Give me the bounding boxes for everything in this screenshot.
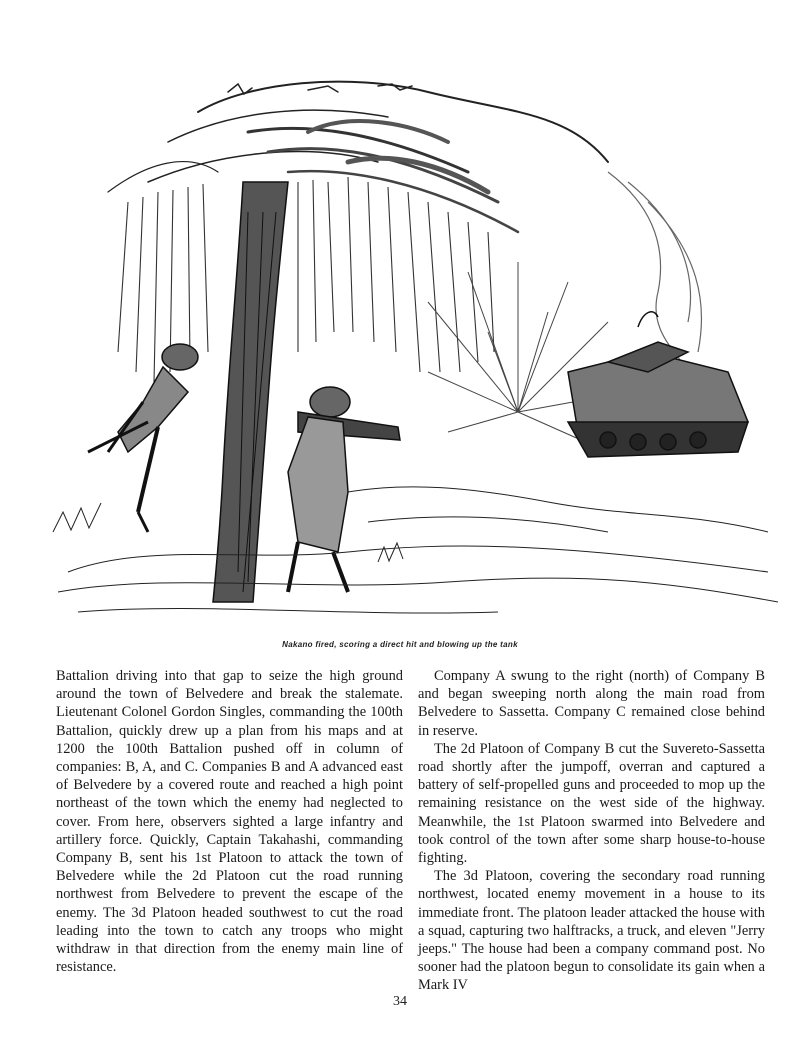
battle-scene-illustration [48,72,788,632]
text-column-right [418,667,765,995]
paragraph: The 3d Platoon, covering the secondary road running northwest, located enemy movement in a house to its immediate front. The platoon leader attacked the house with a squad, capturing two halftracks, a truck, and eleven "Jerry jeeps." The house had been a company command post. No sooner had the platoon begun to consolidate its gain when a Mark IV [418,868,765,994]
figure-caption: Nakano fired, scoring a direct hit and blowing up the tank [282,640,518,649]
paragraph: Battalion driving into that gap to seize the high ground around the town of Belvedere and break the stalemate. Lieutenant Colonel Gordon Singles, commanding the 100th Battalion, quickly drew up a plan from his maps and at 1200 the 100th Battalion pushed off in column of companies: B, A, and C. Companies B and A advanced east of Belvedere by a covered route and reached a high point northeast of the town which the enemy had neglected to cover. From here, observers sighted a large infantry and artillery force. Quickly, Captain Takahashi, commanding Company B, sent his 1st Platoon to attack the town of Belvedere while the 2d Platoon cut the road running northwest from Belvedere to prevent the escape of the enemy. The 3d Platoon headed southwest to cut the road leading into the town to catch any troops who might withdraw in that direction from the enemy main line of resistance. [56,668,403,976]
paragraph: Company A swung to the right (north) of Company B and began sweeping north along the main road from Belvedere to Sassetta. Company C remained close behind in reserve. [418,668,765,739]
paragraph: The 2d Platoon of Company B cut the Suvereto-Sassetta road shortly after the jumpoff, overran and captured a battery of self-propelled guns and proceeded to mop up the remaining resistance on the west side of the highway. Meanwhile, the 1st Platoon swarmed into Belvedere and took control of the town after some sharp house-to-house fighting. [418,740,765,867]
text-column-left [56,667,403,976]
page-number: 34 [393,994,407,1009]
